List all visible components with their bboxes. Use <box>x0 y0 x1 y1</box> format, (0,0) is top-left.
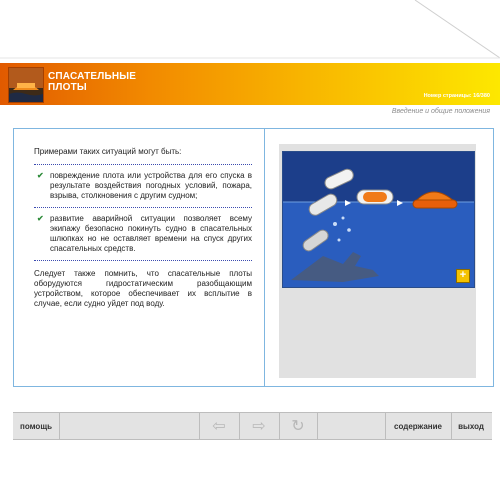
course-title <box>48 71 136 93</box>
list-item-text: повреждение плота или устройства для его спуска в результате воздействия погодных условий, пожара, взрыва, столкновения с другим судном; <box>50 171 252 200</box>
navbar-spacer <box>59 413 200 439</box>
image-panel <box>279 144 476 378</box>
page-number: Номер страницы: 16/380 <box>423 93 490 99</box>
arrow-left-icon: ⇦ <box>212 418 226 435</box>
bottom-navigation-bar <box>13 412 492 440</box>
divider <box>34 260 252 261</box>
check-icon: ✔ <box>37 214 44 223</box>
title-banner <box>0 63 500 105</box>
column-separator <box>264 129 265 386</box>
page-corner-decoration <box>0 0 500 60</box>
forward-button[interactable] <box>239 413 280 439</box>
course-title-line2: ПЛОТЫ <box>48 82 87 93</box>
replay-icon: ↻ <box>291 418 305 435</box>
back-button[interactable] <box>199 413 240 439</box>
list-item <box>34 208 252 260</box>
outro-text: Следует также помнить, что спасательные плоты оборудуются гидростатическим разобщающим устройством, которое обеспечивает их всплытие в случае, если судно уйдет под воду. <box>34 269 252 308</box>
liferaft-thumbnail-icon <box>8 67 44 103</box>
arrow-right-icon: ⇨ <box>252 418 266 435</box>
intro-text: Примерами таких ситуаций могут быть: <box>34 147 182 156</box>
list-item <box>34 165 252 207</box>
replay-button[interactable] <box>279 413 318 439</box>
text-column <box>34 147 252 317</box>
content-frame <box>13 128 494 387</box>
list-item-text: развитие аварийной ситуации позволяет всему экипажу безопасно покинуть судно в спасательных шлюпках но не оставляет времени на спуск других спасательных средств. <box>50 214 252 253</box>
zoom-plus-icon[interactable]: + <box>456 269 470 283</box>
navbar-spacer <box>317 413 386 439</box>
help-button[interactable]: помощь <box>13 413 60 439</box>
contents-button[interactable]: содержание <box>385 413 452 439</box>
course-title-line1: СПАСАТЕЛЬНЫЕ <box>48 71 137 82</box>
section-subtitle: Введение и общие положения <box>391 108 490 115</box>
exit-button[interactable]: выход <box>458 421 484 431</box>
liferaft-deployment-illustration <box>282 151 475 288</box>
check-icon: ✔ <box>37 171 44 180</box>
